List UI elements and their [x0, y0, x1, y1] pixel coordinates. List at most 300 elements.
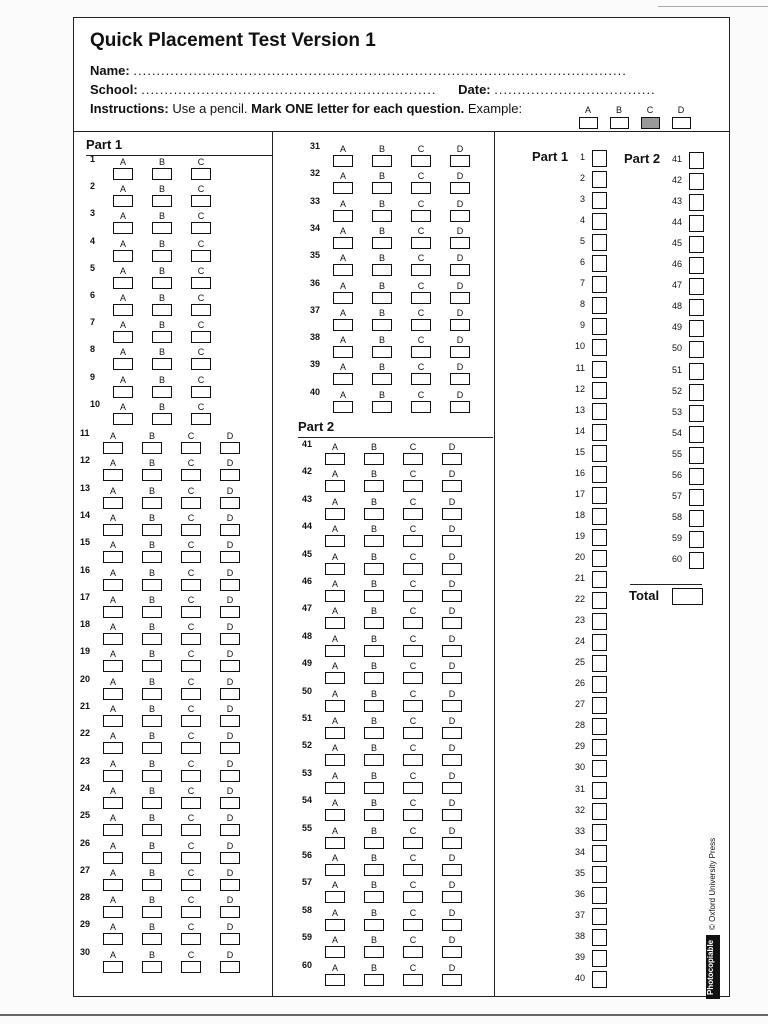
option-b[interactable]: [143, 649, 161, 672]
answer-box[interactable]: [364, 754, 384, 766]
option-b[interactable]: [373, 308, 391, 331]
answer-box[interactable]: [142, 469, 162, 481]
mark-box[interactable]: [689, 278, 704, 295]
option-a[interactable]: [104, 595, 122, 618]
answer-box[interactable]: [403, 782, 423, 794]
option-d[interactable]: [221, 649, 239, 672]
option-c[interactable]: [182, 895, 200, 918]
answer-box[interactable]: [113, 386, 133, 398]
option-a[interactable]: [326, 908, 344, 931]
option-d[interactable]: [443, 469, 461, 492]
option-c[interactable]: [192, 239, 210, 262]
answer-box[interactable]: [191, 168, 211, 180]
mark-box[interactable]: [689, 405, 704, 422]
mark-box[interactable]: [592, 845, 607, 862]
option-c[interactable]: [404, 798, 422, 821]
answer-box[interactable]: [372, 155, 392, 167]
option-a[interactable]: [104, 540, 122, 563]
answer-box[interactable]: [450, 264, 470, 276]
answer-box[interactable]: [103, 606, 123, 618]
option-b[interactable]: [365, 552, 383, 575]
answer-box[interactable]: [372, 182, 392, 194]
answer-box[interactable]: [325, 809, 345, 821]
option-a[interactable]: [334, 362, 352, 385]
option-a[interactable]: [326, 880, 344, 903]
option-c[interactable]: [192, 375, 210, 398]
option-b[interactable]: [365, 853, 383, 876]
answer-box[interactable]: [411, 237, 431, 249]
mark-box[interactable]: [592, 318, 607, 335]
mark-box[interactable]: [689, 489, 704, 506]
answer-box[interactable]: [152, 168, 172, 180]
answer-box[interactable]: [152, 304, 172, 316]
answer-box[interactable]: [220, 824, 240, 836]
option-c[interactable]: [182, 458, 200, 481]
option-c[interactable]: [412, 253, 430, 276]
answer-box[interactable]: [442, 727, 462, 739]
option-c[interactable]: [182, 677, 200, 700]
answer-box[interactable]: [333, 155, 353, 167]
option-d[interactable]: [221, 813, 239, 836]
answer-box[interactable]: [325, 754, 345, 766]
answer-box[interactable]: [142, 906, 162, 918]
answer-box[interactable]: [152, 222, 172, 234]
option-d[interactable]: [221, 458, 239, 481]
option-a[interactable]: [114, 402, 132, 425]
option-d[interactable]: [451, 335, 469, 358]
answer-box[interactable]: [442, 946, 462, 958]
answer-box[interactable]: [442, 590, 462, 602]
option-a[interactable]: [114, 375, 132, 398]
answer-box[interactable]: [103, 660, 123, 672]
option-c[interactable]: [182, 922, 200, 945]
option-b[interactable]: [373, 335, 391, 358]
answer-box[interactable]: [220, 879, 240, 891]
option-c[interactable]: [182, 595, 200, 618]
answer-box[interactable]: [411, 155, 431, 167]
answer-box[interactable]: [411, 319, 431, 331]
answer-box[interactable]: [142, 524, 162, 536]
option-a[interactable]: [334, 308, 352, 331]
option-a[interactable]: [334, 171, 352, 194]
option-c[interactable]: [182, 868, 200, 891]
answer-box[interactable]: [103, 961, 123, 973]
option-b[interactable]: [143, 731, 161, 754]
answer-box[interactable]: [152, 413, 172, 425]
answer-box[interactable]: [103, 633, 123, 645]
option-a[interactable]: [334, 253, 352, 276]
option-a[interactable]: [104, 731, 122, 754]
answer-box[interactable]: [220, 660, 240, 672]
answer-box[interactable]: [403, 974, 423, 986]
option-d[interactable]: [451, 199, 469, 222]
answer-box[interactable]: [191, 304, 211, 316]
answer-box[interactable]: [181, 715, 201, 727]
answer-box[interactable]: [403, 590, 423, 602]
option-c[interactable]: [192, 266, 210, 289]
option-b[interactable]: [365, 442, 383, 465]
option-c[interactable]: [412, 171, 430, 194]
answer-box[interactable]: [181, 770, 201, 782]
answer-box[interactable]: [325, 617, 345, 629]
option-d[interactable]: [451, 362, 469, 385]
answer-box[interactable]: [103, 688, 123, 700]
option-a[interactable]: [326, 853, 344, 876]
answer-box[interactable]: [142, 551, 162, 563]
answer-box[interactable]: [364, 480, 384, 492]
answer-box[interactable]: [220, 579, 240, 591]
option-d[interactable]: [221, 731, 239, 754]
answer-box[interactable]: [113, 277, 133, 289]
option-c[interactable]: [404, 634, 422, 657]
mark-box[interactable]: [592, 382, 607, 399]
answer-box[interactable]: [442, 617, 462, 629]
name-field[interactable]: ...........................................................................................................: [133, 63, 627, 78]
option-c[interactable]: [404, 497, 422, 520]
option-a[interactable]: [326, 826, 344, 849]
answer-box[interactable]: [442, 754, 462, 766]
option-a[interactable]: [326, 606, 344, 629]
option-c[interactable]: [182, 841, 200, 864]
answer-box[interactable]: [152, 358, 172, 370]
option-b[interactable]: [365, 935, 383, 958]
option-b[interactable]: [153, 293, 171, 316]
option-b[interactable]: [365, 634, 383, 657]
answer-box[interactable]: [364, 645, 384, 657]
option-a[interactable]: [326, 743, 344, 766]
option-a[interactable]: [104, 568, 122, 591]
option-d[interactable]: [443, 716, 461, 739]
answer-box[interactable]: [364, 891, 384, 903]
answer-box[interactable]: [220, 852, 240, 864]
option-c[interactable]: [404, 606, 422, 629]
answer-box[interactable]: [411, 210, 431, 222]
answer-box[interactable]: [442, 700, 462, 712]
option-c[interactable]: [182, 622, 200, 645]
option-c[interactable]: [404, 771, 422, 794]
answer-box[interactable]: [403, 700, 423, 712]
option-a[interactable]: [104, 813, 122, 836]
mark-box[interactable]: [592, 529, 607, 546]
answer-box[interactable]: [181, 551, 201, 563]
option-d[interactable]: [443, 524, 461, 547]
mark-box[interactable]: [689, 173, 704, 190]
option-b[interactable]: [153, 402, 171, 425]
answer-box[interactable]: [442, 864, 462, 876]
option-c[interactable]: [404, 853, 422, 876]
answer-box[interactable]: [325, 891, 345, 903]
option-c[interactable]: [404, 442, 422, 465]
option-a[interactable]: [114, 320, 132, 343]
answer-box[interactable]: [442, 535, 462, 547]
mark-box[interactable]: [592, 760, 607, 777]
mark-box[interactable]: [689, 152, 704, 169]
mark-box[interactable]: [592, 424, 607, 441]
answer-box[interactable]: [364, 453, 384, 465]
answer-box[interactable]: [364, 535, 384, 547]
option-c[interactable]: [412, 335, 430, 358]
answer-box[interactable]: [403, 453, 423, 465]
option-d[interactable]: [443, 743, 461, 766]
option-d[interactable]: [221, 950, 239, 973]
option-b[interactable]: [143, 513, 161, 536]
answer-box[interactable]: [142, 715, 162, 727]
option-a[interactable]: [326, 634, 344, 657]
option-d[interactable]: [221, 540, 239, 563]
option-d[interactable]: [221, 431, 239, 454]
answer-box[interactable]: [372, 210, 392, 222]
option-b[interactable]: [143, 595, 161, 618]
answer-box[interactable]: [220, 961, 240, 973]
option-d[interactable]: [451, 226, 469, 249]
answer-box[interactable]: [142, 660, 162, 672]
answer-box[interactable]: [220, 742, 240, 754]
answer-box[interactable]: [403, 891, 423, 903]
answer-box[interactable]: [181, 852, 201, 864]
option-d[interactable]: [443, 908, 461, 931]
option-c[interactable]: [404, 908, 422, 931]
answer-box[interactable]: [152, 386, 172, 398]
option-d[interactable]: [443, 853, 461, 876]
option-a[interactable]: [104, 431, 122, 454]
answer-box[interactable]: [103, 715, 123, 727]
option-a[interactable]: [326, 442, 344, 465]
option-d[interactable]: [221, 895, 239, 918]
answer-box[interactable]: [333, 210, 353, 222]
answer-box[interactable]: [103, 879, 123, 891]
answer-box[interactable]: [450, 182, 470, 194]
answer-box[interactable]: [181, 579, 201, 591]
option-b[interactable]: [153, 184, 171, 207]
option-b[interactable]: [373, 281, 391, 304]
mark-box[interactable]: [592, 297, 607, 314]
answer-box[interactable]: [450, 319, 470, 331]
answer-box[interactable]: [103, 579, 123, 591]
example-box[interactable]: [610, 117, 629, 129]
answer-box[interactable]: [103, 797, 123, 809]
answer-box[interactable]: [442, 809, 462, 821]
answer-box[interactable]: [364, 508, 384, 520]
answer-box[interactable]: [403, 946, 423, 958]
option-d[interactable]: [443, 552, 461, 575]
answer-box[interactable]: [372, 292, 392, 304]
answer-box[interactable]: [181, 961, 201, 973]
answer-box[interactable]: [372, 319, 392, 331]
mark-box[interactable]: [592, 634, 607, 651]
answer-box[interactable]: [333, 292, 353, 304]
answer-box[interactable]: [103, 824, 123, 836]
option-d[interactable]: [451, 281, 469, 304]
option-b[interactable]: [365, 743, 383, 766]
option-d[interactable]: [443, 634, 461, 657]
option-b[interactable]: [153, 211, 171, 234]
mark-box[interactable]: [592, 950, 607, 967]
option-b[interactable]: [153, 347, 171, 370]
option-b[interactable]: [365, 689, 383, 712]
answer-box[interactable]: [142, 633, 162, 645]
option-d[interactable]: [443, 606, 461, 629]
mark-box[interactable]: [592, 718, 607, 735]
answer-box[interactable]: [372, 401, 392, 413]
answer-box[interactable]: [142, 933, 162, 945]
answer-box[interactable]: [191, 331, 211, 343]
option-b[interactable]: [365, 716, 383, 739]
option-d[interactable]: [221, 841, 239, 864]
answer-box[interactable]: [220, 688, 240, 700]
option-d[interactable]: [451, 308, 469, 331]
answer-box[interactable]: [103, 852, 123, 864]
option-b[interactable]: [143, 568, 161, 591]
answer-box[interactable]: [113, 331, 133, 343]
answer-box[interactable]: [220, 469, 240, 481]
option-a[interactable]: [104, 622, 122, 645]
option-a[interactable]: [104, 486, 122, 509]
option-d[interactable]: [221, 595, 239, 618]
option-c[interactable]: [404, 826, 422, 849]
option-b[interactable]: [373, 390, 391, 413]
option-d[interactable]: [443, 935, 461, 958]
answer-box[interactable]: [333, 401, 353, 413]
option-b[interactable]: [365, 963, 383, 986]
answer-box[interactable]: [450, 373, 470, 385]
answer-box[interactable]: [142, 824, 162, 836]
answer-box[interactable]: [403, 645, 423, 657]
answer-box[interactable]: [325, 864, 345, 876]
answer-box[interactable]: [333, 237, 353, 249]
answer-box[interactable]: [103, 742, 123, 754]
mark-box[interactable]: [689, 320, 704, 337]
answer-box[interactable]: [403, 809, 423, 821]
answer-box[interactable]: [450, 292, 470, 304]
option-b[interactable]: [373, 199, 391, 222]
mark-box[interactable]: [592, 571, 607, 588]
mark-box[interactable]: [592, 466, 607, 483]
option-b[interactable]: [373, 171, 391, 194]
option-c[interactable]: [404, 689, 422, 712]
mark-box[interactable]: [689, 194, 704, 211]
answer-box[interactable]: [181, 497, 201, 509]
option-a[interactable]: [326, 661, 344, 684]
answer-box[interactable]: [403, 617, 423, 629]
answer-box[interactable]: [181, 660, 201, 672]
answer-box[interactable]: [364, 700, 384, 712]
option-b[interactable]: [365, 798, 383, 821]
answer-box[interactable]: [152, 250, 172, 262]
answer-box[interactable]: [333, 264, 353, 276]
answer-box[interactable]: [442, 782, 462, 794]
option-a[interactable]: [326, 469, 344, 492]
answer-box[interactable]: [191, 358, 211, 370]
mark-box[interactable]: [689, 257, 704, 274]
answer-box[interactable]: [142, 770, 162, 782]
option-c[interactable]: [404, 743, 422, 766]
option-c[interactable]: [182, 704, 200, 727]
mark-box[interactable]: [592, 445, 607, 462]
answer-box[interactable]: [113, 168, 133, 180]
option-a[interactable]: [104, 922, 122, 945]
answer-box[interactable]: [103, 933, 123, 945]
mark-box[interactable]: [592, 676, 607, 693]
answer-box[interactable]: [325, 782, 345, 794]
answer-box[interactable]: [442, 974, 462, 986]
answer-box[interactable]: [181, 606, 201, 618]
answer-box[interactable]: [191, 195, 211, 207]
option-b[interactable]: [143, 540, 161, 563]
option-d[interactable]: [443, 497, 461, 520]
option-b[interactable]: [365, 524, 383, 547]
option-d[interactable]: [443, 689, 461, 712]
option-b[interactable]: [365, 469, 383, 492]
answer-box[interactable]: [181, 824, 201, 836]
answer-box[interactable]: [403, 754, 423, 766]
option-b[interactable]: [373, 144, 391, 167]
option-b[interactable]: [153, 320, 171, 343]
answer-box[interactable]: [325, 727, 345, 739]
mark-box[interactable]: [689, 426, 704, 443]
option-a[interactable]: [114, 157, 132, 180]
mark-box[interactable]: [689, 363, 704, 380]
option-a[interactable]: [326, 935, 344, 958]
answer-box[interactable]: [220, 906, 240, 918]
mark-box[interactable]: [689, 215, 704, 232]
option-b[interactable]: [365, 826, 383, 849]
mark-box[interactable]: [592, 192, 607, 209]
answer-box[interactable]: [142, 442, 162, 454]
option-a[interactable]: [326, 689, 344, 712]
option-c[interactable]: [404, 880, 422, 903]
answer-box[interactable]: [450, 346, 470, 358]
answer-box[interactable]: [220, 715, 240, 727]
mark-box[interactable]: [592, 613, 607, 630]
option-a[interactable]: [334, 199, 352, 222]
option-c[interactable]: [192, 402, 210, 425]
answer-box[interactable]: [220, 551, 240, 563]
answer-box[interactable]: [325, 974, 345, 986]
answer-box[interactable]: [142, 797, 162, 809]
option-b[interactable]: [143, 431, 161, 454]
answer-box[interactable]: [181, 524, 201, 536]
answer-box[interactable]: [142, 742, 162, 754]
answer-box[interactable]: [103, 551, 123, 563]
answer-box[interactable]: [220, 442, 240, 454]
answer-box[interactable]: [142, 497, 162, 509]
option-c[interactable]: [192, 211, 210, 234]
option-c[interactable]: [182, 731, 200, 754]
answer-box[interactable]: [364, 672, 384, 684]
answer-box[interactable]: [103, 906, 123, 918]
answer-box[interactable]: [450, 210, 470, 222]
option-d[interactable]: [221, 704, 239, 727]
answer-box[interactable]: [103, 469, 123, 481]
answer-box[interactable]: [191, 386, 211, 398]
option-c[interactable]: [192, 184, 210, 207]
answer-box[interactable]: [403, 837, 423, 849]
mark-box[interactable]: [689, 447, 704, 464]
mark-box[interactable]: [592, 487, 607, 504]
option-c[interactable]: [412, 144, 430, 167]
answer-box[interactable]: [113, 413, 133, 425]
option-a[interactable]: [104, 513, 122, 536]
answer-box[interactable]: [325, 946, 345, 958]
answer-box[interactable]: [113, 358, 133, 370]
answer-box[interactable]: [403, 727, 423, 739]
option-a[interactable]: [104, 458, 122, 481]
option-b[interactable]: [143, 813, 161, 836]
option-c[interactable]: [412, 362, 430, 385]
answer-box[interactable]: [103, 524, 123, 536]
answer-box[interactable]: [325, 563, 345, 575]
option-d[interactable]: [221, 486, 239, 509]
